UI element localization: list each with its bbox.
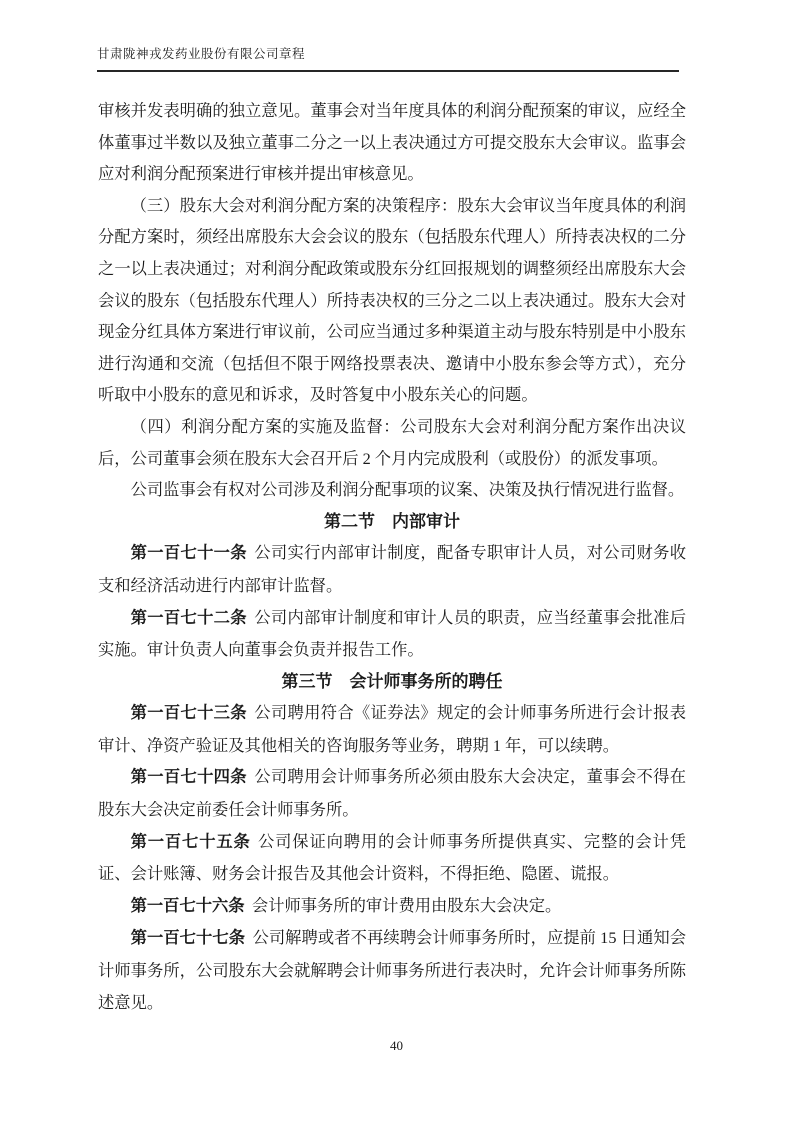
- paragraph-text: （三）股东大会对利润分配方案的决策程序：股东大会审议当年度具体的利润分配方案时，须经出席股东大会会议的股东（包括股东代理人）所持表决权的二分之一以上表决通过；对利润分配政策或股东分红回报规划的调整须经出席股东大会会议的股东（包括股东代理人）所持表决权的三分之二以上表决通过。股东大会对现金分红具体方案进行审议前，公司应当通过多种渠道主动与股东特别是中小股东进行沟通和交流（包括但不限于网络投票表决、邀请中小股东参会等方式），充分听取中小股东的意见和诉求，及时答复中小股东关心的问题。: [98, 195, 686, 405]
- page-footer: [0, 1037, 793, 1055]
- page-header: [97, 44, 679, 72]
- paragraph-text: 会计师事务所的审计费用由股东大会决定。: [251, 895, 562, 915]
- section-heading-text: 第二节 内部审计: [324, 511, 460, 531]
- paragraph-text: 公司监事会有权对公司涉及利润分配事项的议案、决策及执行情况进行监督。: [130, 480, 685, 500]
- article-number: 第一百七十五条: [130, 832, 251, 851]
- paragraph-text: 公司实行内部审计制度，配备专职审计人员，对公司财务收支和经济活动进行内部审计监督。: [98, 543, 686, 595]
- paragraph-text: 公司解聘或者不再续聘会计师事务所时，应提前 15 日通知会计师事务所，公司股东大会就解聘会计师事务所进行表决时，允许会计师事务所陈述意见。: [98, 928, 686, 1012]
- paragraph-text: 审核并发表明确的独立意见。董事会对当年度具体的利润分配预案的审议，应经全体董事过半数以及独立董事二分之一以上表决通过方可提交股东大会审议。监事会应对利润分配预案进行审核并提出审核意见。: [98, 101, 686, 184]
- article-number: 第一百七十三条: [130, 704, 247, 723]
- paragraph-text: （四）利润分配方案的实施及监督：公司股东大会对利润分配方案作出决议后，公司董事会须在股东大会召开后 2 个月内完成股利（或股份）的派发事项。: [98, 416, 686, 468]
- paragraph: [98, 826, 686, 890]
- article-number: 第一百七十二条: [130, 608, 247, 627]
- paragraph: [98, 697, 686, 761]
- page-number: 40: [390, 1038, 403, 1053]
- paragraph-text: 公司内部审计制度和审计人员的职责，应当经董事会批准后实施。审计负责人向董事会负责并报告工作。: [98, 607, 686, 660]
- article-number: 第一百七十七条: [130, 929, 246, 948]
- paragraph: [98, 602, 686, 666]
- paragraph-text: 公司保证向聘用的会计师事务所提供真实、完整的会计凭证、会计账簿、财务会计报告及其他会计资料，不得拒绝、隐匿、谎报。: [98, 831, 686, 884]
- section-heading: [98, 506, 686, 538]
- document-body: [98, 95, 686, 1018]
- paragraph: [98, 95, 686, 190]
- article-number: 第一百七十六条: [130, 896, 245, 915]
- article-number: 第一百七十一条: [130, 544, 247, 563]
- paragraph: [98, 190, 686, 411]
- paragraph: [98, 474, 686, 506]
- paragraph: [98, 761, 686, 825]
- section-heading: [98, 666, 686, 698]
- paragraph: [98, 922, 686, 1018]
- paragraph-text: 公司聘用会计师事务所必须由股东大会决定，董事会不得在股东大会决定前委任会计师事务所。: [98, 767, 686, 820]
- paragraph-text: 公司聘用符合《证券法》规定的会计师事务所进行会计报表审计、净资产验证及其他相关的咨询服务等业务，聘期 1 年，可以续聘。: [98, 703, 686, 755]
- section-heading-text: 第三节 会计师事务所的聘任: [281, 671, 503, 691]
- paragraph: [98, 411, 686, 474]
- paragraph: [98, 890, 686, 923]
- article-number: 第一百七十四条: [130, 768, 247, 787]
- header-title: 甘肃陇神戎发药业股份有限公司章程: [97, 47, 306, 61]
- paragraph: [98, 537, 686, 601]
